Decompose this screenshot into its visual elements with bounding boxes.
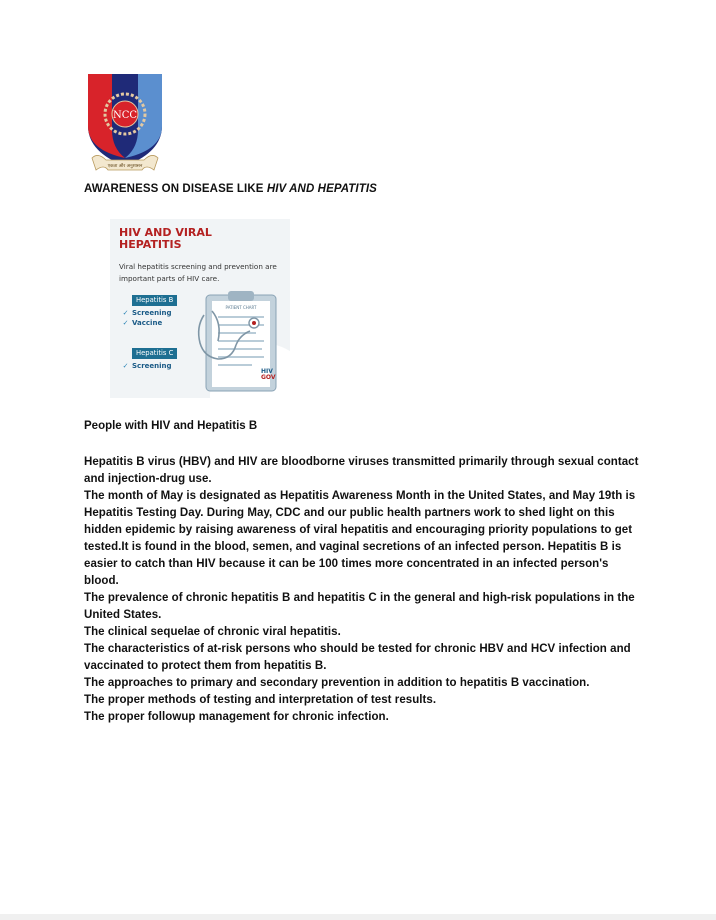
paragraph: The month of May is designated as Hepatitis Awareness Month in the United States, and May 19th is Hepatitis Testing Day. During May, CDC and our public health partners work to shed light on this hidden epidemic by raising awareness of viral hepatitis and encouraging priority populations to get tested.It is found in the blood, semen, and vaginal secretions of an infected person. Hepatitis B is easier to catch than HIV because it can be 100 times more concentrated in an infected person's blood. (84, 490, 636, 587)
heading-prefix: AWARENESS ON DISEASE LIKE (84, 183, 267, 195)
paragraph: The prevalence of chronic hepatitis B and hepatitis C in the general and high-risk populations in the United States. (84, 592, 635, 621)
paragraph: The proper methods of testing and interpretation of test results. (84, 694, 437, 706)
hepatitis-c-item (119, 361, 172, 371)
check-icon: ✓ (122, 319, 129, 327)
hepatitis-b-item (119, 318, 162, 328)
ncc-emblem-icon (84, 70, 166, 176)
page-bottom-band (0, 914, 716, 920)
ncc-logo (84, 70, 166, 176)
body-text (84, 454, 644, 726)
infographic-subtitle: Viral hepatitis screening and prevention are important parts of HIV care. (119, 262, 277, 283)
paragraph: The characteristics of at-risk persons who should be tested for chronic HBV and HCV infection and vaccinated to protect them from hepatitis B. (84, 643, 631, 672)
hepatitis-c-label: Hepatitis C (132, 348, 177, 359)
hepatitis-c-item-label: Screening (132, 362, 172, 370)
hiv-gov-logo (261, 369, 287, 389)
hiv-logo-line1: HIV (261, 368, 273, 375)
logo-text: NCC (112, 110, 138, 121)
check-icon: ✓ (122, 362, 129, 370)
hepatitis-b-item-label: Screening (132, 309, 172, 317)
logo-motto: एकता और अनुशासन (107, 164, 143, 169)
heading-emphasis: HIV AND HEPATITIS (266, 183, 377, 195)
hiv-logo-line2: GOV (261, 374, 276, 381)
page-heading (84, 183, 377, 195)
section-title: People with HIV and Hepatitis B (84, 420, 258, 432)
check-icon: ✓ (122, 309, 129, 317)
paragraph: Hepatitis B virus (HBV) and HIV are bloodborne viruses transmitted primarily through sexual contact and injection-drug use. (84, 456, 639, 485)
infographic-title: HIV AND VIRAL HEPATITIS (119, 226, 212, 251)
hiv-hepatitis-infographic (110, 219, 290, 398)
hepatitis-b-item (119, 308, 172, 318)
paragraph: The clinical sequelae of chronic viral hepatitis. (84, 626, 341, 638)
hepatitis-b-item-label: Vaccine (132, 319, 163, 327)
paragraph: The approaches to primary and secondary prevention in addition to hepatitis B vaccination. (84, 677, 590, 689)
hepatitis-b-label: Hepatitis B (132, 295, 177, 306)
clipboard-label: PATIENT CHART (225, 305, 257, 310)
paragraph: The proper followup management for chronic infection. (84, 711, 389, 723)
